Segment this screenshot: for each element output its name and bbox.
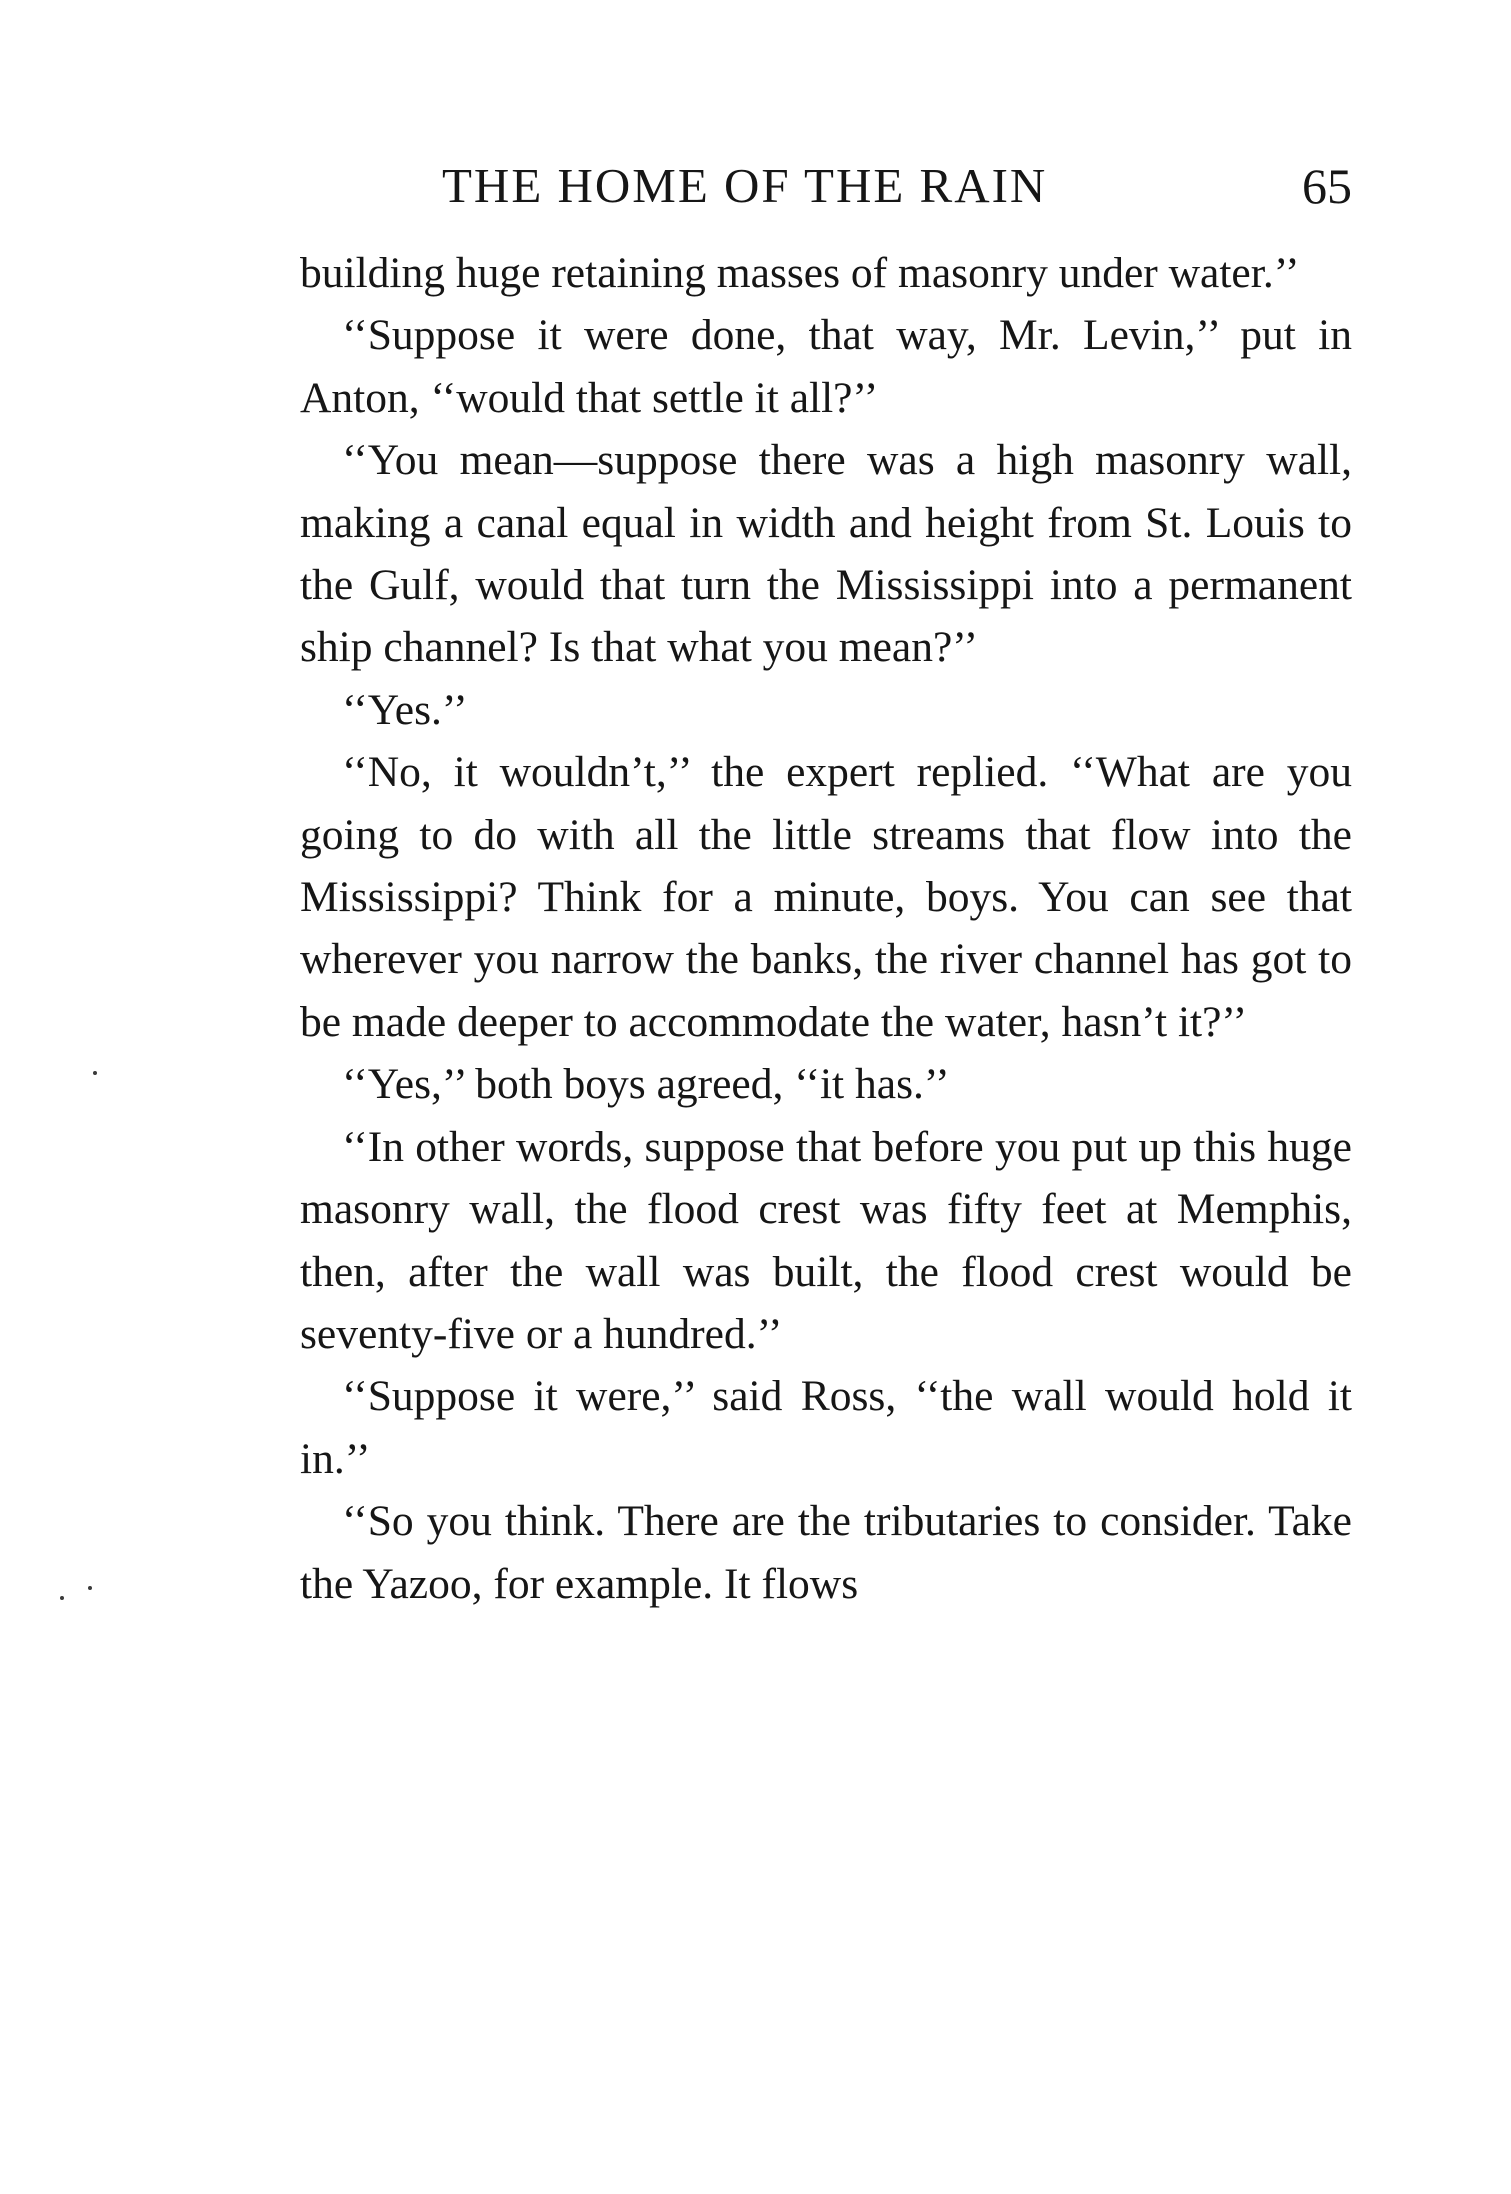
paragraph: ‘‘In other words, suppose that before you put up this huge masonry wall, the flood crest was fifty feet at Memphis, then, after the wall was built, the flood crest would be seventy-five or a hundred.’’ [300, 1122, 1352, 1358]
running-head: THE HOME OF THE RAIN [442, 158, 1048, 213]
book-page [300, 150, 1352, 2050]
paragraph: ‘‘Yes.’’ [342, 685, 468, 734]
paper-speck [93, 1071, 97, 1075]
paragraph: building huge retaining masses of masonry under water.’’ [300, 249, 1300, 297]
paragraph: ‘‘So you think. There are the tributaries to consider. Take the Yazoo, for example. It flows [300, 1497, 1352, 1608]
paragraph: ‘‘Yes,’’ both boys agreed, ‘‘it has.’’ [342, 1060, 950, 1109]
page-number: 65 [1302, 158, 1352, 214]
paragraph: ‘‘You mean—suppose there was a high masonry wall, making a canal equal in width and height from St. Louis to the Gulf, would that turn the Mississippi into a permanent ship channel? Is that what you mean?’’ [300, 436, 1352, 672]
paper-speck [60, 1596, 64, 1600]
paragraph: ‘‘Suppose it were,’’ said Ross, ‘‘the wall would hold it in.’’ [300, 1372, 1352, 1483]
paper-speck [88, 1586, 92, 1590]
body-text [300, 242, 1352, 1615]
paragraph: ‘‘No, it wouldn’t,’’ the expert replied. ‘‘What are you going to do with all the little streams that flow into the Mississippi? Think for a minute, boys. You can see that wherever you narrow the banks, the river channel has got to be made deeper to accommodate the water, hasn’t it?’’ [300, 748, 1352, 1046]
paragraph: ‘‘Suppose it were done, that way, Mr. Levin,’’ put in Anton, ‘‘would that settle it all?’’ [300, 311, 1352, 422]
page-header [300, 150, 1352, 230]
